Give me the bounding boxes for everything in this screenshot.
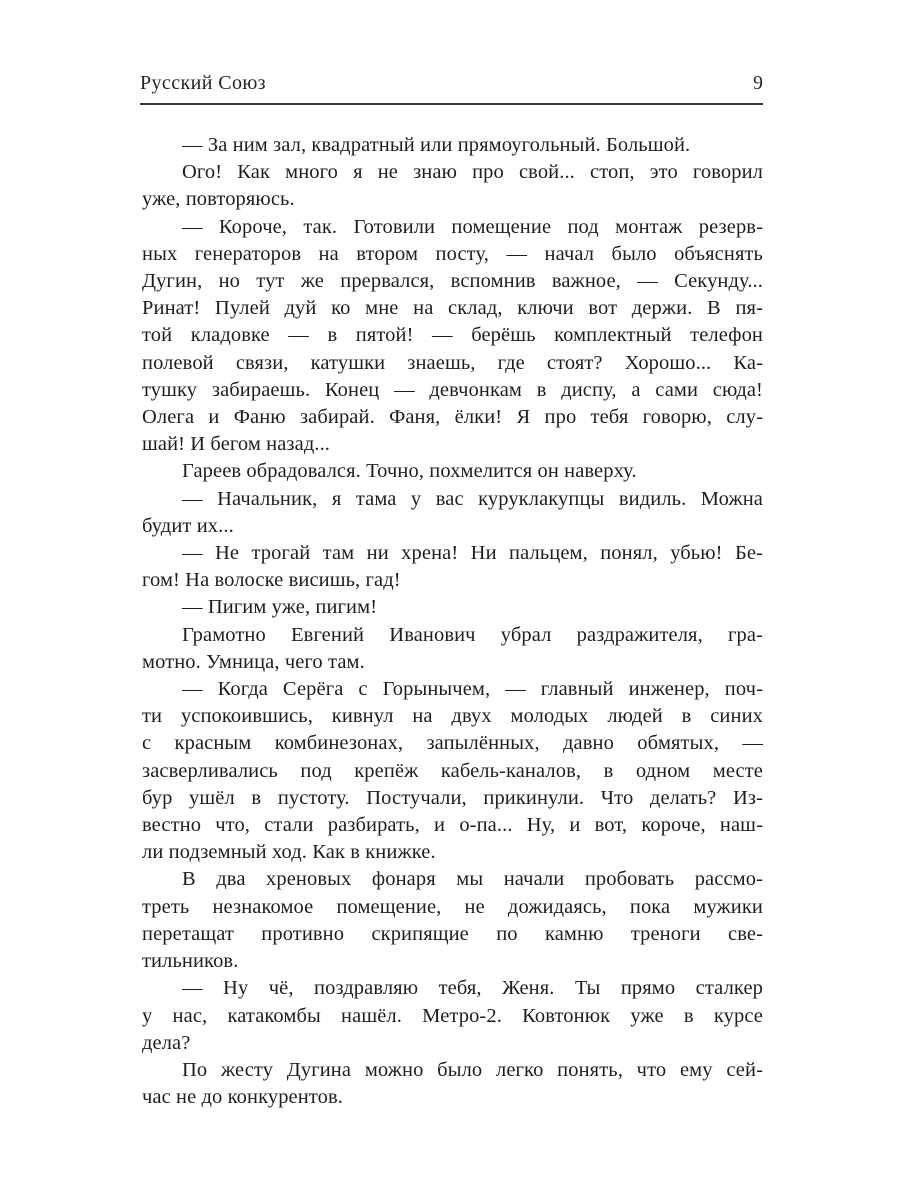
text-line: Олега и Фаню забирай. Фаня, ёлки! Я про тебя говорю, слу- (142, 406, 763, 429)
text-line: По жесту Дугина можно было легко понять, что ему сей- (182, 1058, 763, 1081)
text-line: шай! И бегом назад... (142, 433, 331, 456)
text-line: той кладовке — в пятой! — берёшь комплектный телефон (142, 324, 763, 347)
paragraph (142, 622, 763, 676)
paragraph (142, 214, 763, 459)
text-line: тильников. (142, 950, 239, 973)
page-body (142, 132, 763, 1111)
text-line: ли подземный ход. Как в книжке. (142, 841, 436, 864)
text-line: Грамотно Евгений Иванович убрал раздражителя, гра- (182, 623, 763, 646)
text-line: ных генераторов на втором посту, — начал было объяснять (142, 242, 763, 265)
running-header (140, 72, 763, 105)
text-line: вестно что, стали разбирать, и о-па... Ну, и вот, короче, наш- (142, 814, 763, 837)
text-line: — Когда Серёга с Горынычем, — главный инженер, поч- (182, 678, 763, 701)
paragraph (142, 132, 763, 159)
text-line: — Не трогай там ни хрена! Ни пальцем, понял, убью! Бе- (182, 542, 763, 565)
text-line: — Ну чё, поздравляю тебя, Женя. Ты прямо сталкер (182, 977, 763, 1000)
text-line: будит их... (142, 514, 234, 537)
text-line: — За ним зал, квадратный или прямоугольный. Большой. (182, 134, 691, 156)
text-line: Дугин, но тут же прервался, вспомнив важное, — Секунду... (142, 270, 763, 293)
text-line: ти успокоившись, кивнул на двух молодых людей в синих (142, 705, 763, 728)
text-line: перетащат противно скрипящие по камню треноги све- (142, 922, 763, 945)
text-line: уже, повторяюсь. (142, 188, 295, 211)
text-line: — Пигим уже, пигим! (182, 596, 378, 619)
text-line: гом! На волоске висишь, гад! (142, 569, 401, 592)
paragraph (142, 540, 763, 594)
text-line: В два хреновых фонаря мы начали пробовать рассмо- (182, 868, 763, 891)
paragraph (142, 866, 763, 975)
page-number: 9 (753, 72, 763, 94)
text-line: Гареев обрадовался. Точно, похмелится он наверху. (182, 460, 637, 483)
paragraph (142, 676, 763, 866)
text-line: — Короче, так. Готовили помещение под монтаж резерв- (182, 215, 763, 238)
text-line: дела? (142, 1031, 191, 1054)
book-title: Русский Союз (140, 72, 266, 94)
text-line: Ого! Как много я не знаю про свой... стоп, это говорил (182, 161, 763, 184)
paragraph (142, 594, 763, 621)
paragraph (142, 159, 763, 213)
text-line: треть незнакомое помещение, не дожидаясь, пока мужики (142, 895, 763, 918)
paragraph (142, 1057, 763, 1111)
text-line: Ринат! Пулей дуй ко мне на склад, ключи вот держи. В пя- (142, 297, 763, 320)
paragraph (142, 486, 763, 540)
text-line: с красным комбинезонах, запылённых, давно обмятых, — (142, 732, 763, 755)
text-line: тушку забираешь. Конец — девчонкам в диспу, а сами сюда! (142, 378, 763, 401)
text-line: у нас, катакомбы нашёл. Метро-2. Ковтонюк уже в курсе (142, 1004, 763, 1027)
paragraph (142, 975, 763, 1057)
text-line: час не до конкурентов. (142, 1086, 343, 1109)
text-line: — Начальник, я тама у вас куруклакупцы видиль. Можна (182, 487, 763, 510)
paragraph (142, 458, 763, 485)
text-line: полевой связи, катушки знаешь, где стоят? Хорошо... Ка- (142, 351, 763, 374)
text-line: засверливались под крепёж кабель-каналов, в одном месте (142, 759, 763, 782)
text-line: бур ушёл в пустоту. Постучали, прикинули. Что делать? Из- (142, 786, 763, 809)
text-line: мотно. Умница, чего там. (142, 650, 365, 673)
